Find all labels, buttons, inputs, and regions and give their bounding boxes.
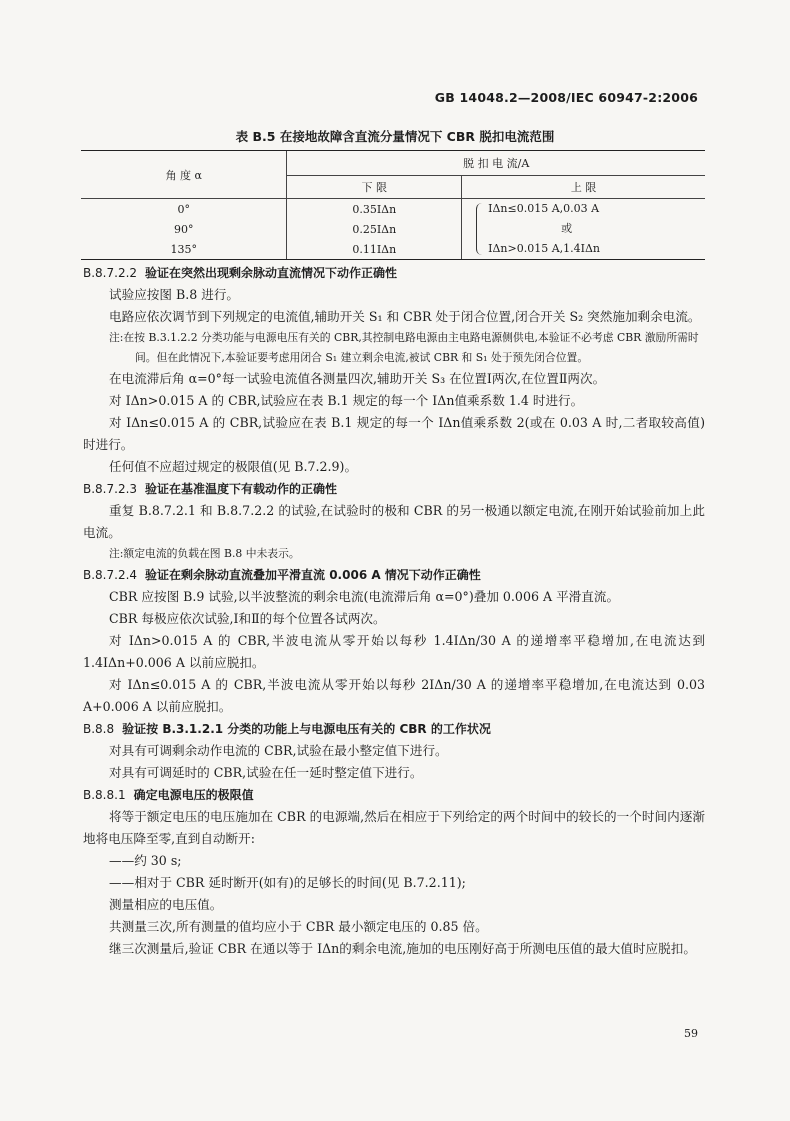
section-title: 验证在突然出现剩余脉动直流情况下动作正确性 — [145, 266, 398, 280]
section-number: B.8.7.2.3 — [83, 482, 138, 496]
note-paragraph: 注:在按 B.3.1.2.2 分类功能与电源电压有关的 CBR,其控制电路电源由主电路电源侧供电,本验证不必考虑 CBR 激励所需时间。但在此情况下,本验证要考虑用闭合 S₁ 建立剩余电流,被试 CBR 和 S₁ 处于预先闭合位置。 — [109, 331, 699, 364]
section-number: B.8.7.2.2 — [83, 266, 138, 280]
upper-line: IΔn≤0.015 A,0.03 A — [488, 202, 600, 215]
upper-limit-cell — [462, 199, 705, 260]
paragraph: 任何值不应超过规定的极限值(见 B.7.2.9)。 — [109, 459, 358, 474]
angle-cell: 90° — [173, 222, 194, 236]
paragraph: 对具有可调剩余动作电流的 CBR,试验在最小整定值下进行。 — [109, 743, 448, 758]
section-title: 确定电源电压的极限值 — [133, 788, 254, 802]
paragraph: 电路应依次调节到下列规定的电流值,辅助开关 S₁ 和 CBR 处于闭合位置,闭合开关 S₂ 突然施加剩余电流。 — [109, 309, 701, 324]
trip-current-table — [81, 150, 705, 260]
section-number: B.8.7.2.4 — [83, 568, 138, 582]
section-title: 验证在基准温度下有载动作的正确性 — [145, 482, 338, 496]
lower-limit-cell: 0.35IΔn — [287, 199, 462, 220]
section-heading — [83, 718, 705, 740]
table-caption: 表 B.5 在接地故障含直流分量情况下 CBR 脱扣电流范围 — [235, 129, 555, 144]
header-angle: 角 度 α — [81, 151, 287, 199]
section-heading — [83, 262, 705, 284]
lower-limit-cell: 0.25IΔn — [287, 219, 462, 239]
paragraph: CBR 应按图 B.9 试验,以半波整流的剩余电流(电流滞后角 α=0°)叠加 0.006 A 平滑直流。 — [109, 589, 620, 604]
section-title: 验证在剩余脉动直流叠加平滑直流 0.006 A 情况下动作正确性 — [145, 568, 481, 582]
page-number: 59 — [684, 1027, 698, 1040]
note-paragraph: 注:额定电流的负载在图 B.8 中未表示。 — [109, 547, 300, 560]
section-number: B.8.8 — [83, 722, 115, 736]
list-item: ——约 30 s; — [109, 853, 182, 868]
paragraph: 继三次测量后,验证 CBR 在通以等于 IΔn的剩余电流,施加的电压刚好高于所测电压值的最大值时应脱扣。 — [109, 941, 696, 956]
paragraph: 测量相应的电压值。 — [109, 897, 223, 912]
body-text — [83, 262, 705, 960]
angle-cell: 0° — [177, 202, 190, 216]
header-lower: 下 限 — [287, 176, 462, 199]
paragraph: 共测量三次,所有测量的值均应小于 CBR 最小额定电压的 0.85 倍。 — [109, 919, 488, 934]
upper-line: 或 — [561, 222, 573, 235]
paragraph: 对 IΔn≤0.015 A 的 CBR,试验应在表 B.1 规定的每一个 IΔn值乘系数 2(或在 0.03 A 时,二者取较高值)时进行。 — [83, 415, 705, 452]
lower-limit-cell: 0.11IΔn — [287, 239, 462, 260]
section-title: 验证按 B.3.1.2.1 分类的功能上与电源电压有关的 CBR 的工作状况 — [122, 722, 491, 736]
upper-line: IΔn>0.015 A,1.4IΔn — [488, 242, 601, 255]
list-item: ——相对于 CBR 延时断开(如有)的足够长的时间(见 B.7.2.11); — [109, 875, 466, 890]
header-upper: 上 限 — [462, 176, 705, 199]
paragraph: 对 IΔn>0.015 A 的 CBR,试验应在表 B.1 规定的每一个 IΔn值乘系数 1.4 时进行。 — [109, 393, 584, 408]
paragraph: 对具有可调延时的 CBR,试验在任一延时整定值下进行。 — [109, 765, 423, 780]
section-number: B.8.8.1 — [83, 788, 126, 802]
brace-mark — [476, 203, 483, 255]
section-heading — [83, 564, 705, 586]
paragraph: CBR 每极应依次试验,Ⅰ和Ⅱ的每个位置各试两次。 — [109, 611, 386, 626]
paragraph: 在电流滞后角 α=0°每一试验电流值各测量四次,辅助开关 S₃ 在位置Ⅰ两次,在位置Ⅱ两次。 — [109, 371, 606, 386]
angle-cell: 135° — [81, 239, 287, 260]
paragraph: 将等于额定电压的电压施加在 CBR 的电源端,然后在相应于下列给定的两个时间中的较长的一个时间内逐渐地将电压降至零,直到自动断开: — [83, 809, 705, 846]
standard-code: GB 14048.2—2008/IEC 60947-2:2006 — [434, 90, 698, 105]
paragraph: 试验应按图 B.8 进行。 — [109, 287, 240, 302]
section-heading — [83, 784, 705, 806]
paragraph: 对 IΔn≤0.015 A 的 CBR,半波电流从零开始以每秒 2IΔn/30 A 的递增率平稳增加,在电流达到 0.03 A+0.006 A 以前应脱扣。 — [83, 677, 705, 714]
header-trip-current: 脱 扣 电 流/A — [287, 151, 705, 176]
section-heading — [83, 478, 705, 500]
paragraph: 对 IΔn>0.015 A 的 CBR,半波电流从零开始以每秒 1.4IΔn/30 A 的递增率平稳增加,在电流达到 1.4IΔn+0.006 A 以前应脱扣。 — [83, 633, 705, 670]
paragraph: 重复 B.8.7.2.1 和 B.8.7.2.2 的试验,在试验时的极和 CBR 的另一极通以额定电流,在刚开始试验前加上此电流。 — [83, 503, 705, 540]
